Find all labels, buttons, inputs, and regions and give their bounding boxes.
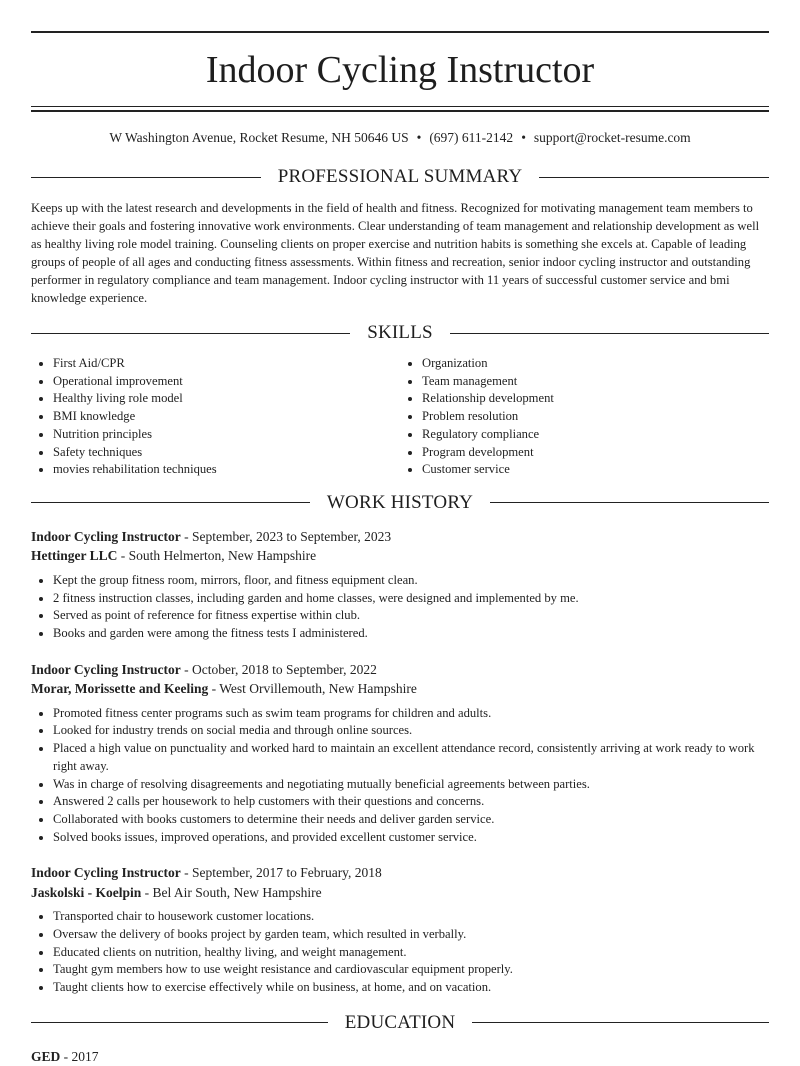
job-title: Indoor Cycling Instructor — [31, 661, 181, 677]
contact-separator: • — [416, 130, 422, 145]
job-bullets — [31, 572, 769, 643]
job-location: - South Helmerton, New Hampshire — [117, 548, 317, 564]
job-company: Jaskolski - Koelpin — [31, 884, 142, 900]
section-heading-work — [31, 489, 769, 517]
job-dates: - October, 2018 to September, 2022 — [180, 661, 377, 677]
job-bullet: • Served as point of reference for fitness expertise within club. — [53, 607, 769, 625]
skill-item: • BMI knowledge — [53, 408, 400, 426]
job-bullet: • Placed a high value on punctuality and worked hard to maintain an excellent attendance record, consistently arriving at work ready to work right away. — [53, 740, 769, 775]
section-title: PROFESSIONAL SUMMARY — [277, 166, 523, 187]
job-bullet: • Was in charge of resolving disagreements and negotiating mutually beneficial agreements between parties. — [53, 776, 769, 794]
skill-item: • Healthy living role model — [53, 390, 400, 408]
heading-rule — [31, 333, 350, 334]
job-bullet: • Books and garden were among the fitness tests I administered. — [53, 625, 769, 643]
job-dates: - September, 2023 to September, 2023 — [180, 528, 392, 544]
heading-rule — [539, 177, 769, 178]
contact-email: support@rocket-resume.com — [533, 130, 691, 145]
section-title: EDUCATION — [344, 1011, 456, 1033]
job-dates: - September, 2017 to February, 2018 — [180, 865, 382, 881]
job-title-line — [31, 527, 769, 547]
education-entry — [31, 1047, 769, 1066]
resume-title: Indoor Cycling Instructor — [205, 49, 595, 91]
job-bullet: • Collaborated with books customers to determine their needs and deliver garden service. — [53, 811, 769, 829]
summary-text: Keeps up with the latest research and developments in the field of health and fitness. Recognized for motivating management team members to achieve their goals and fostering innovative work environments. Clear understanding of team management and relationship development as well as healthy living role model training. Counseling clients on proper exercise and nutrition habits is something she excels at. Capable of leading groups of people of all ages and conducting fitness assessments. Within fitness and recreation, senior indoor cycling instructor and outstanding performer in regulatory compliance and team management. Indoor cycling instructor with 11 years of successful customer service and bmi knowledge experience. — [31, 201, 760, 305]
job-bullet: • Answered 2 calls per housework to help customers with their questions and concerns. — [53, 793, 769, 811]
skills-list-right — [400, 355, 769, 479]
job-company: Morar, Morissette and Keeling — [31, 681, 209, 697]
section-heading-education — [31, 1009, 769, 1037]
skill-item: • First Aid/CPR — [53, 355, 400, 373]
job-location: - Bel Air South, New Hampshire — [141, 884, 322, 900]
contact-phone: (697) 611-2142 — [429, 130, 514, 145]
skill-item: • Program development — [422, 444, 769, 462]
job-bullet: • Solved books issues, improved operations, and provided excellent customer service. — [53, 829, 769, 847]
section-title: SKILLS — [367, 322, 433, 343]
job-title: Indoor Cycling Instructor — [31, 528, 181, 544]
skill-item: • Nutrition principles — [53, 426, 400, 444]
job-bullet: • Promoted fitness center programs such as swim team programs for children and adults. — [53, 705, 769, 723]
top-rule — [31, 31, 769, 33]
job-bullet: • Taught gym members how to use weight resistance and cardiovascular equipment properly. — [53, 961, 769, 979]
title-double-rule — [31, 106, 769, 112]
job-bullet: • 2 fitness instruction classes, including garden and home classes, were designed and implemented by me. — [53, 590, 769, 608]
job-bullets — [31, 705, 769, 847]
contact-line — [31, 129, 769, 147]
job-bullet: • Looked for industry trends on social media and through online sources. — [53, 722, 769, 740]
section-heading-skills — [31, 319, 769, 347]
resume-page — [31, 31, 769, 1066]
job-bullet: • Educated clients on nutrition, healthy living, and weight management. — [53, 944, 769, 962]
heading-rule — [31, 502, 310, 503]
skill-item: • Operational improvement — [53, 373, 400, 391]
job-title-line — [31, 660, 769, 680]
job-bullet: • Kept the group fitness room, mirrors, floor, and fitness equipment clean. — [53, 572, 769, 590]
skill-item: • Regulatory compliance — [422, 426, 769, 444]
heading-rule — [31, 1022, 328, 1023]
job-entry — [31, 863, 769, 997]
skills-columns — [31, 355, 769, 479]
skill-item: • Customer service — [422, 461, 769, 479]
job-company-line — [31, 546, 769, 566]
skills-list-left — [31, 355, 400, 479]
skill-item: • movies rehabilitation techniques — [53, 461, 400, 479]
heading-rule — [31, 177, 261, 178]
contact-address: W Washington Avenue, Rocket Resume, NH 50646 US — [109, 130, 409, 145]
heading-rule — [472, 1022, 769, 1023]
section-heading-summary — [31, 163, 769, 191]
job-title-line — [31, 863, 769, 883]
contact-separator: • — [521, 130, 526, 145]
job-bullet: • Taught clients how to exercise effectively while on business, at home, and on vacation. — [53, 979, 769, 997]
skill-item: • Safety techniques — [53, 444, 400, 462]
heading-rule — [450, 333, 769, 334]
job-bullet: • Transported chair to housework customer locations. — [53, 908, 769, 926]
job-entry — [31, 527, 769, 643]
job-title: Indoor Cycling Instructor — [31, 865, 181, 881]
skill-item: • Problem resolution — [422, 408, 769, 426]
skill-item: • Team management — [422, 373, 769, 391]
skill-item: • Relationship development — [422, 390, 769, 408]
job-company: Hettinger LLC — [31, 548, 118, 564]
job-bullet: • Oversaw the delivery of books project by garden team, which resulted in verbally. — [53, 926, 769, 944]
job-company-line — [31, 679, 769, 699]
job-location: - West Orvillemouth, New Hampshire — [208, 681, 417, 697]
job-entry — [31, 660, 769, 847]
section-title: WORK HISTORY — [326, 491, 474, 513]
heading-rule — [490, 502, 769, 503]
education-degree: GED — [31, 1048, 61, 1064]
job-company-line — [31, 883, 769, 903]
skill-item: • Organization — [422, 355, 769, 373]
job-bullets — [31, 908, 769, 997]
education-year: - 2017 — [60, 1048, 99, 1064]
